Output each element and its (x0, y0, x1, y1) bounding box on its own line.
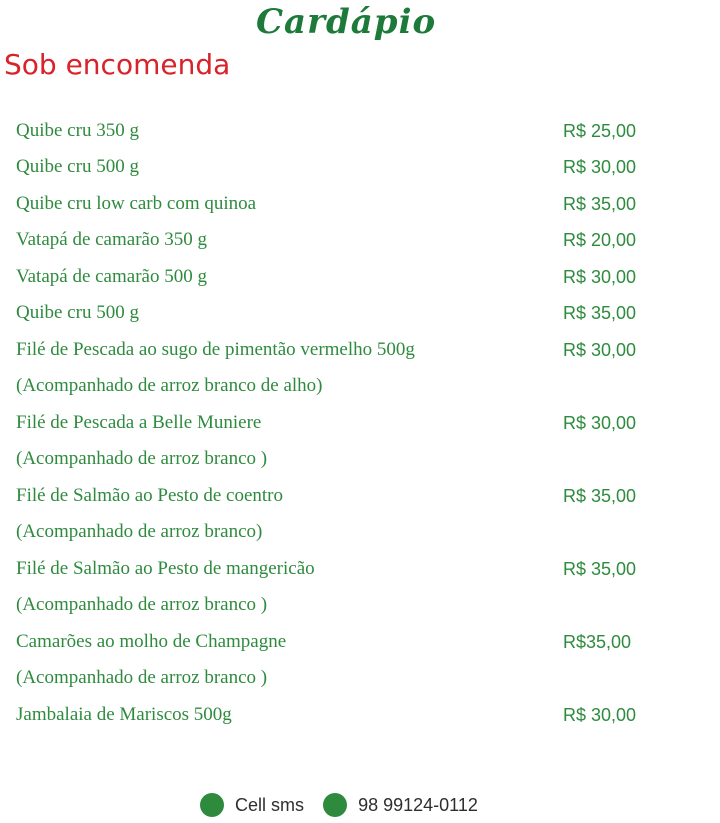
menu-item-name: Camarões ao molho de Champagne (16, 631, 287, 652)
menu-item-name: Filé de Pescada ao sugo de pimentão vermelho 500g (16, 339, 415, 360)
menu-row (0, 521, 720, 551)
menu-item-name: Quibe cru 500 g (16, 302, 139, 323)
contact-phone: 98 99124-0112 (358, 794, 478, 815)
menu-row (0, 120, 720, 150)
menu-row (0, 229, 720, 259)
menu-item-name: Quibe cru 500 g (16, 156, 139, 177)
contact-label: Cell sms (235, 794, 305, 815)
menu-row (0, 193, 720, 223)
menu-row (0, 558, 720, 588)
menu-item-price: R$ 35,00 (563, 303, 637, 323)
menu-item-note: (Acompanhado de arroz branco ) (16, 448, 268, 469)
menu-item-note: (Acompanhado de arroz branco ) (16, 594, 268, 615)
menu-subtitle: Sob encomenda (4, 48, 231, 81)
menu-row (0, 156, 720, 186)
menu-item-price: R$ 30,00 (563, 267, 637, 287)
menu-item-price: R$ 35,00 (563, 194, 637, 214)
menu-item-name: Vatapá de camarão 350 g (16, 229, 207, 250)
menu-row (0, 667, 720, 697)
menu-item-price: R$ 20,00 (563, 230, 637, 250)
menu-item-note: (Acompanhado de arroz branco de alho) (16, 375, 323, 396)
menu-item-name: Quibe cru low carb com quinoa (16, 193, 257, 214)
menu-item-note: (Acompanhado de arroz branco) (16, 521, 263, 542)
menu-row (0, 485, 720, 515)
whatsapp-icon (200, 793, 224, 817)
menu-title: Cardápio (256, 2, 437, 42)
menu-row (0, 631, 720, 661)
menu-item-name: Jambalaia de Mariscos 500g (16, 704, 232, 725)
contact-footer (200, 793, 492, 823)
menu-item-price: R$ 30,00 (563, 413, 637, 433)
phone-icon (323, 793, 347, 817)
menu-row (0, 266, 720, 296)
menu-item-price: R$ 35,00 (563, 486, 637, 506)
menu-row (0, 412, 720, 442)
menu-item-name: Vatapá de camarão 500 g (16, 266, 207, 287)
menu-item-name: Filé de Salmão ao Pesto de coentro (16, 485, 283, 506)
menu-item-price: R$ 30,00 (563, 705, 637, 725)
menu-item-price: R$ 30,00 (563, 340, 637, 360)
menu-item-price: R$35,00 (563, 632, 632, 652)
menu-item-name: Filé de Salmão ao Pesto de mangericão (16, 558, 315, 579)
menu-item-note: (Acompanhado de arroz branco ) (16, 667, 268, 688)
menu-item-price: R$ 25,00 (563, 121, 637, 141)
menu-row (0, 448, 720, 478)
menu-item-price: R$ 35,00 (563, 559, 637, 579)
menu-row (0, 704, 720, 734)
menu-row (0, 594, 720, 624)
menu-item-name: Filé de Pescada a Belle Muniere (16, 412, 262, 433)
menu-row (0, 302, 720, 332)
menu-item-price: R$ 30,00 (563, 157, 637, 177)
menu-row (0, 375, 720, 405)
menu-item-name: Quibe cru 350 g (16, 120, 139, 141)
menu-row (0, 339, 720, 369)
